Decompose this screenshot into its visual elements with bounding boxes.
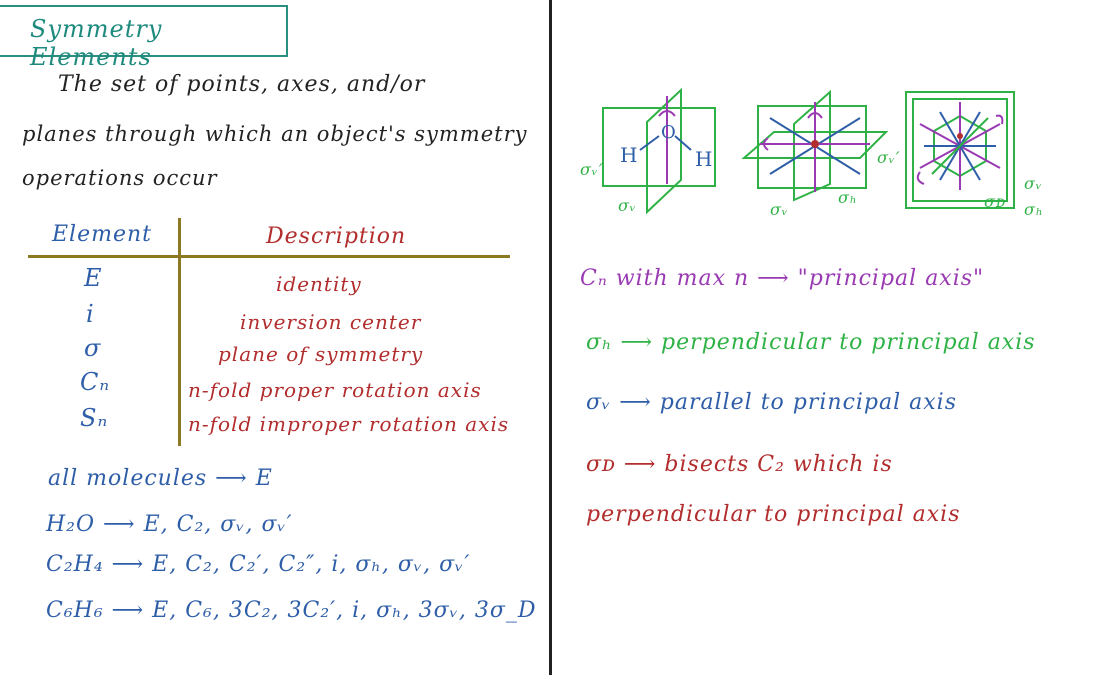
ethylene-symmetry-diagram — [740, 88, 900, 208]
rule-sigma-v: σᵥ ⟶ parallel to principal axis — [586, 390, 958, 415]
title-box — [0, 5, 288, 71]
bond — [675, 136, 691, 150]
panel-divider — [549, 0, 552, 675]
molecule-line: C₂H₄ ⟶ E, C₂, C₂′, C₂″, i, σₕ, σᵥ, σᵥ′ — [46, 552, 471, 577]
molecule-line: C₆H₆ ⟶ E, C₆, 3C₂, 3C₂′, i, σₕ, 3σᵥ, 3σ_D — [46, 598, 537, 623]
table-row-description: inversion center — [240, 310, 422, 334]
table-row-description: identity — [276, 272, 362, 296]
table-header-description: Description — [266, 224, 407, 249]
inversion-center — [811, 140, 819, 148]
atom-label: H — [620, 143, 638, 167]
rotation-arrow-icon — [996, 116, 1002, 124]
rotation-arrow-icon — [918, 172, 924, 184]
rule-principal-axis: Cₙ with max n ⟶ "principal axis" — [580, 266, 985, 291]
rule-sigma-d: σᴅ ⟶ bisects C₂ which is — [586, 452, 893, 477]
inversion-center — [957, 133, 963, 139]
atom-label: H — [695, 147, 713, 171]
plane-label: σᵥ — [770, 200, 789, 219]
rule-sigma-h: σₕ ⟶ perpendicular to principal axis — [586, 330, 1036, 355]
table-header-element: Element — [52, 222, 153, 247]
table-row-symbol: Sₙ — [80, 404, 109, 432]
table-column-divider — [178, 218, 181, 446]
plane-label: σₕ — [1024, 200, 1044, 219]
definition-line-1: The set of points, axes, and/or — [58, 72, 426, 97]
rule-sigma-d-continued: perpendicular to principal axis — [586, 502, 961, 527]
molecule-line: H₂O ⟶ E, C₂, σᵥ, σᵥ′ — [46, 512, 293, 537]
table-row-description: n-fold improper rotation axis — [188, 412, 510, 436]
plane-label: σᴅ — [984, 192, 1007, 211]
table-row-symbol: i — [86, 300, 95, 328]
table-header-divider — [28, 255, 510, 258]
table-row-symbol: σ — [84, 334, 102, 362]
plane-label: σᵥ′ — [580, 160, 604, 179]
table-row-description: plane of symmetry — [218, 342, 424, 366]
plane-label: σᵥ — [1024, 174, 1043, 193]
plane-label: σᵥ′ — [877, 148, 901, 167]
molecule-line: all molecules ⟶ E — [48, 466, 273, 491]
table-row-description: n-fold proper rotation axis — [188, 378, 482, 402]
table-row-symbol: E — [84, 264, 103, 292]
bond — [640, 136, 659, 150]
plane-label: σᵥ — [618, 196, 637, 215]
definition-line-3: operations occur — [22, 166, 218, 190]
table-row-symbol: Cₙ — [80, 368, 111, 396]
plane-label: σₕ — [838, 188, 858, 207]
atom-label: O — [661, 122, 676, 143]
definition-line-2: planes through which an object's symmetry — [22, 122, 528, 146]
page-title: Symmetry Elements — [30, 15, 163, 71]
